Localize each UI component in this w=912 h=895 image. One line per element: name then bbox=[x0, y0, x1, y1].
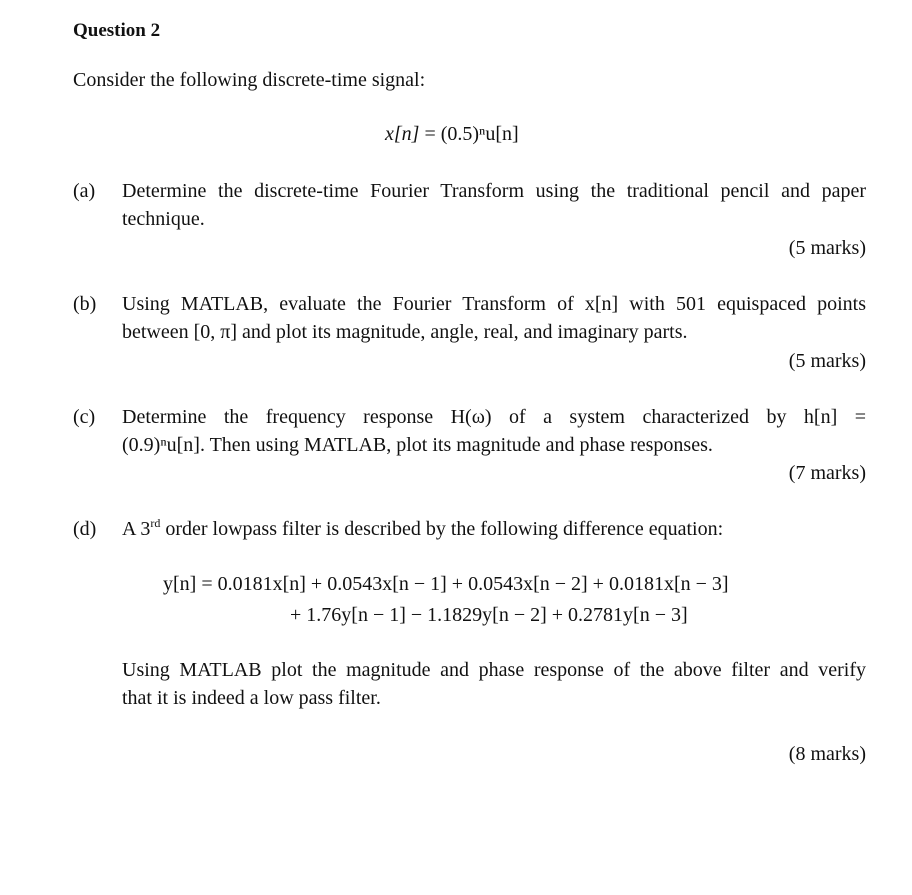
part-d-text-line1: Using MATLAB plot the magnitude and phase response of the above filter and verify bbox=[122, 659, 866, 681]
difference-equation-line1: y[n] = 0.0181x[n] + 0.0543x[n − 1] + 0.0543x[n − 2] + 0.0181x[n − 3] bbox=[163, 573, 729, 595]
part-c-line1: Determine the frequency response H(ω) of a system characterized by h[n] = bbox=[122, 406, 866, 428]
signal-rhs: (0.5)ⁿu[n] bbox=[440, 123, 519, 145]
part-d-text-line2: that it is indeed a low pass filter. bbox=[122, 687, 381, 709]
part-d-label: (d) bbox=[73, 518, 97, 540]
part-c-line2: (0.9)ⁿu[n]. Then using MATLAB, plot its magnitude and phase responses. bbox=[122, 434, 713, 456]
signal-equals: = bbox=[424, 123, 436, 145]
part-c-marks: (7 marks) bbox=[788, 462, 866, 484]
difference-equation-line2: + 1.76y[n − 1] − 1.1829y[n − 2] + 0.2781y[n − 3] bbox=[290, 604, 688, 626]
part-a-marks: (5 marks) bbox=[788, 237, 866, 259]
signal-lhs: x[n] bbox=[385, 123, 420, 145]
intro-text: Consider the following discrete-time signal: bbox=[73, 69, 426, 91]
part-b-marks: (5 marks) bbox=[788, 350, 866, 372]
part-c-label: (c) bbox=[73, 406, 96, 428]
part-b-line2: between [0, π] and plot its magnitude, angle, real, and imaginary parts. bbox=[122, 321, 688, 343]
part-d-marks: (8 marks) bbox=[788, 743, 866, 765]
signal-equation bbox=[385, 123, 519, 146]
part-b-label: (b) bbox=[73, 293, 97, 315]
part-a-line1: Determine the discrete-time Fourier Transform using the traditional pencil and paper bbox=[122, 180, 866, 202]
part-b-line1: Using MATLAB, evaluate the Fourier Transform of x[n] with 501 equispaced points bbox=[122, 293, 866, 315]
part-a-line2: technique. bbox=[122, 208, 205, 230]
question-title: Question 2 bbox=[73, 20, 161, 41]
part-a-label: (a) bbox=[73, 180, 96, 202]
part-d-line1: A 3rd order lowpass filter is described by the following difference equation: bbox=[122, 516, 724, 540]
